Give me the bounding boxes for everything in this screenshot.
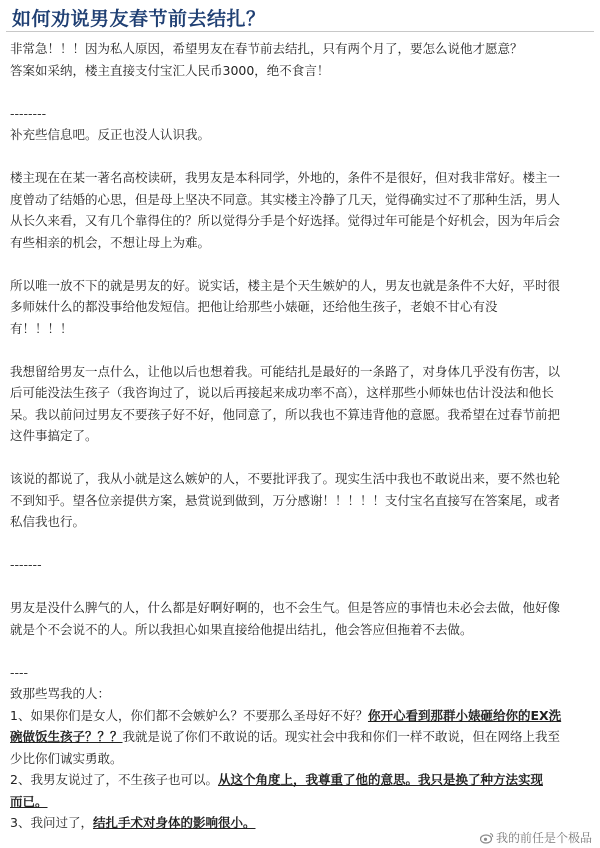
response-heading: 致那些骂我的人： [10,686,111,701]
paragraph-line: 我想留给男友一点什么，让他以后也想着我。可能结扎是最好的一条路了，对身体几乎没有伤害，以 [10,363,561,379]
paragraph-line: 多师妹什么的都没事给他发短信。把他让给那些小婊砸，还给他生孩子，老娘不甘心有没 [10,299,498,314]
watermark-text: 我的前任是个极品 [495,831,592,845]
urgent-line: 非常急！！！因为私人原因，希望男友在春节前去结扎，只有两个月了，要怎么说他才愿意？ [10,41,523,56]
response-item-2: 2、我男友说过了，不生孩子也可以。从这个角度上，我尊重了他的意思。我只是换了种方法实现 [10,772,543,787]
reward-line: 答案如采纳，楼主直接支付宝汇人民币3000，绝不食言！ [10,62,330,78]
question-body [10,38,594,834]
response-item-1: 1、如果你们是女人，你们都不会嫉妒么？不要那么圣母好不好？你开心看到那群小婊砸给你的EX洗 [10,707,562,723]
title-divider [6,31,594,32]
response-item-1-end: 少比你们诚实勇敢。 [10,750,123,766]
paragraph-line: 这件事搞定了。 [10,428,98,443]
separator: ------- [10,557,42,572]
paragraph-line: 有些相亲的机会，不想让母上为难。 [10,234,211,250]
separator: -------- [10,105,47,121]
question-title: 如何劝说男友春节前去结扎？ [12,8,266,30]
paragraph-line: 所以唯一放不下的就是男友的好。说实话，楼主是个天生嫉妒的人，男友也就是条件不大好，平时很 [10,277,561,293]
paragraph-line: 后可能没法生孩子（我咨询过了，说以后再接起来成功率不高），这样那些小师妹也估计没法和他长 [10,385,554,400]
paragraph-line: 不到知乎。望各位亲提供方案，悬赏说到做到，万分感谢！！！！！支付宝名直接写在答案尾，或者 [10,492,561,508]
highlighted-text: 碗做饭生孩子？？？ [10,729,123,744]
highlighted-text: 而已。 [10,793,48,809]
paragraph-line: 私信我也行。 [10,514,86,529]
paragraph-line: 从长久来看，又有几个靠得住的？所以觉得分手是个好选择。觉得过年可能是个好机会，因为年后会 [10,213,561,228]
paragraph-line: 呆。我以前问过男友不要孩子好不好，他同意了，所以我也不算违背他的意愿。我希望在过春节前把 [10,406,561,422]
highlighted-text: 结扎手术对身体的影响很小。 [92,815,256,830]
paragraph-line: 有！！！！ [10,320,73,336]
paragraph-line: 楼主现在在某一著名高校读研，我男友是本科同学，外地的，条件不是很好，但对我非常好。楼主一 [10,170,561,185]
separator: ---- [10,664,29,680]
paragraph-line: 该说的都说了，我从小就是这么嫉妒的人，不要批评我了。现实生活中我也不敢说出来，要不然也轮 [10,471,561,486]
response-item-1-cont: 碗做饭生孩子？？？我就是说了你们不敢说的话。现实社会中我和你们一样不敢说，但在网络上我至 [10,729,561,744]
weibo-icon [480,832,494,844]
supplement-line: 补充些信息吧。反正也没人认识我。 [10,127,211,142]
paragraph-line: 就是个不会说不的人。所以我担心如果直接给他提出结扎，他会答应但拖着不去做。 [10,621,473,637]
highlighted-text: 从这个角度上，我尊重了他的意思。我只是换了种方法实现 [217,772,543,787]
paragraph-line: 男友是没什么脾气的人，什么都是好啊好啊的，也不会生气。但是答应的事情也未必会去做，他好像 [10,600,561,615]
response-item-3: 3、我问过了，结扎手术对身体的影响很小。 [10,815,256,830]
highlighted-text: 你开心看到那群小婊砸给你的EX洗 [367,707,562,723]
weibo-watermark [480,829,592,846]
paragraph-line: 度曾动了结婚的心思，但是母上坚决不同意。其实楼主冷静了几天，觉得确实过不了那种生活，男人 [10,191,561,207]
response-item-2-cont [10,791,594,813]
